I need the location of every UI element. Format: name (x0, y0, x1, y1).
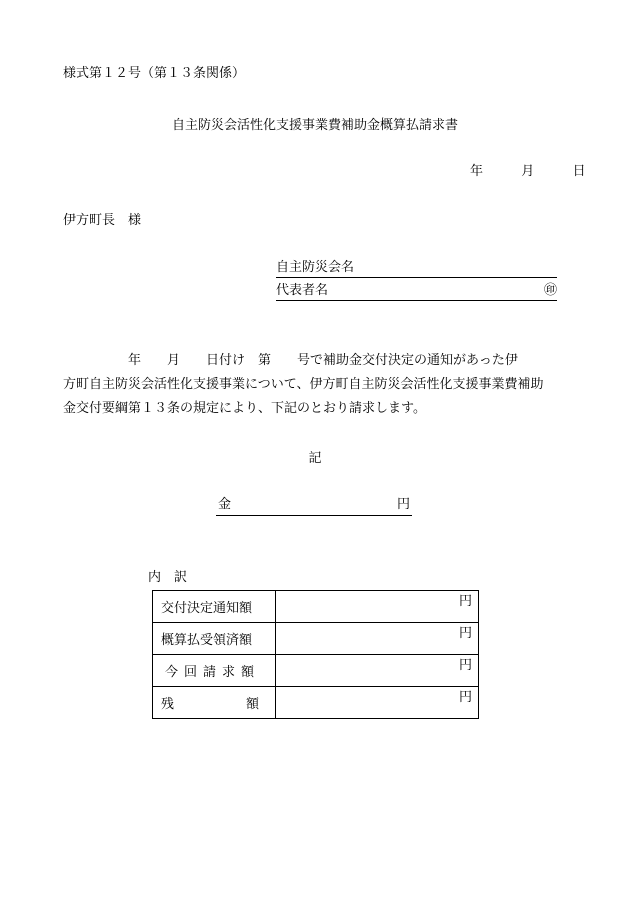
amount-cell[interactable] (276, 591, 479, 623)
table-row (153, 623, 479, 655)
date-month: 月 (521, 164, 535, 179)
body-line-1: 年 月 日付け 第 号で補助金交付決定の通知があった伊 (63, 353, 518, 368)
seal-mark: ㊞ (543, 283, 557, 298)
amount-cell[interactable] (276, 623, 479, 655)
org-name-field[interactable] (276, 260, 557, 278)
body-line-3: 金交付要綱第１３条の規定により、下記のとおり請求します。 (63, 401, 426, 416)
body-line-2: 方町自主防災会活性化支援事業について、伊方町自主防災会活性化支援事業費補助 (63, 377, 544, 392)
date-year: 年 (470, 164, 484, 179)
row-label: 交付決定通知額 (153, 591, 276, 623)
representative-field[interactable] (276, 283, 557, 301)
amount-prefix: 金 (218, 497, 232, 512)
amount-suffix: 円 (396, 497, 410, 512)
table-row (153, 687, 479, 719)
yen-unit: 円 (458, 594, 472, 609)
form-number: 様式第１２号（第１３条関係） (63, 66, 246, 81)
breakdown-label: 内 訳 (148, 570, 188, 585)
yen-unit: 円 (458, 690, 472, 705)
row-label-right: 額 (245, 697, 259, 712)
date-day: 日 (572, 164, 586, 179)
amount-cell[interactable] (276, 655, 479, 687)
row-label: 概算払受領済額 (153, 623, 276, 655)
ki-heading: 記 (308, 451, 322, 466)
yen-unit: 円 (458, 658, 472, 673)
row-label-left: 残 (161, 697, 175, 712)
table-row (153, 655, 479, 687)
table-row (153, 591, 479, 623)
request-body (63, 349, 571, 421)
yen-unit: 円 (458, 626, 472, 641)
row-label-cell (153, 687, 276, 719)
date-line (470, 164, 586, 180)
row-label (161, 693, 259, 712)
row-label: 今回請求額 (165, 665, 261, 680)
amount-field[interactable] (216, 497, 412, 516)
breakdown-table (152, 590, 479, 719)
representative-label: 代表者名 (276, 283, 329, 298)
addressee: 伊方町長 様 (63, 213, 142, 228)
document-title: 自主防災会活性化支援事業費補助金概算払請求書 (171, 118, 458, 133)
row-label-cell (153, 655, 276, 687)
org-name-label: 自主防災会名 (276, 260, 355, 275)
amount-cell[interactable] (276, 687, 479, 719)
